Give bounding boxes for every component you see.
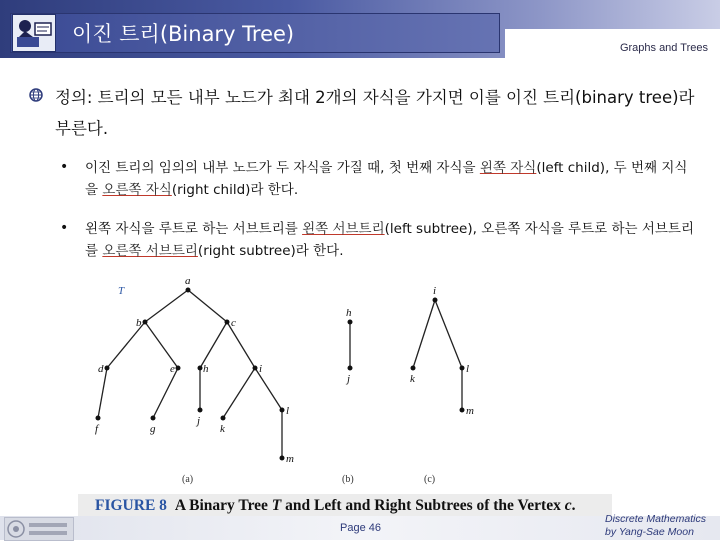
sub-point-2-pre: 왼쪽 자식을 루트로 하는 서브트리를 xyxy=(85,221,303,237)
panel-label-b: (b) xyxy=(342,474,354,485)
label-c: c xyxy=(231,317,236,329)
label-h: h xyxy=(203,363,209,375)
sub-point-1-mid: (left child), 두 번째 지식을 xyxy=(85,160,688,198)
sub-point-1-post: (right child)라 한다. xyxy=(171,182,299,198)
label-a: a xyxy=(185,275,191,287)
caption-figure-number: FIGURE 8 xyxy=(95,497,167,514)
label-i: i xyxy=(259,363,263,375)
vertex-f xyxy=(96,416,101,421)
vertex-g xyxy=(151,416,156,421)
left-subtree-term: 왼쪽 서브트리 xyxy=(302,221,385,237)
caption-vertex-symbol: c xyxy=(564,497,572,514)
subtree-b-label-h: h xyxy=(346,307,352,319)
credit-line-1: Discrete Mathematics xyxy=(605,513,706,525)
subtree-c-vertex-l xyxy=(460,366,465,371)
vertex-m xyxy=(280,456,285,461)
subtree-c-vertex-m xyxy=(460,408,465,413)
credit-line-2: by Yang-Sae Moon xyxy=(605,526,694,538)
caption-tree-symbol: T xyxy=(271,497,282,514)
tree-label-T: T xyxy=(118,285,125,297)
presenter-logo-icon xyxy=(12,14,56,52)
subtree-c-vertex-k xyxy=(411,366,416,371)
vertex-h xyxy=(198,366,203,371)
label-m: m xyxy=(286,453,294,465)
label-l: l xyxy=(286,405,290,417)
sub-bullet-dot-icon: • xyxy=(60,159,69,175)
slide-title: 이진 트리(Binary Tree) xyxy=(72,22,295,46)
sub-point-2-post: (right subtree)라 한다. xyxy=(197,243,344,259)
course-credit xyxy=(605,513,706,539)
vertex-e xyxy=(176,366,181,371)
vertex-j xyxy=(198,408,203,413)
binary-tree-figure xyxy=(90,270,490,490)
subtree-b-label-j: j xyxy=(347,373,351,385)
vertex-i xyxy=(253,366,258,371)
right-subtree-term: 오른쪽 서브트리 xyxy=(102,243,198,259)
sub-point-2 xyxy=(85,218,695,262)
subtree-b-vertex-j xyxy=(348,366,353,371)
sub-point-2-mid: (left subtree), 오른쪽 자식을 루트로 하는 서브트리를 xyxy=(85,221,694,259)
vertex-c xyxy=(225,320,230,325)
subtree-c-label-k: k xyxy=(410,373,415,385)
subtree-c-label-l: l xyxy=(466,363,470,375)
caption-end: . xyxy=(571,497,576,514)
definition-text: 정의: 트리의 모든 내부 노드가 최대 2개의 자식을 가지면 이를 이진 트리(binary tree)라 부른다. xyxy=(55,88,695,138)
page-number: Page 46 xyxy=(340,522,381,534)
sub-bullet-dot-icon: • xyxy=(60,220,69,236)
vertex-b xyxy=(143,320,148,325)
label-b: b xyxy=(136,317,142,329)
vertex-d xyxy=(105,366,110,371)
right-child-term: 오른쪽 자식 xyxy=(102,182,172,198)
panel-label-c: (c) xyxy=(424,474,436,485)
subtree-c-vertex-i xyxy=(433,298,438,303)
label-f: f xyxy=(95,423,99,435)
figure-caption xyxy=(95,497,576,515)
sub-point-1 xyxy=(85,157,695,201)
subtree-c-label-m: m xyxy=(466,405,474,417)
subtree-c-label-i: i xyxy=(433,285,437,297)
label-k: k xyxy=(220,423,225,435)
subtree-b-vertex-h xyxy=(348,320,353,325)
label-g: g xyxy=(150,423,156,435)
caption-text-1: A Binary Tree xyxy=(174,497,272,514)
globe-bullet-icon xyxy=(29,87,43,106)
panel-label-a: (a) xyxy=(182,474,194,485)
vertex-l xyxy=(280,408,285,413)
section-subtitle: Graphs and Trees xyxy=(619,42,708,54)
label-e: e xyxy=(170,363,175,375)
vertex-a xyxy=(186,288,191,293)
label-j: j xyxy=(197,415,201,427)
vertex-k xyxy=(221,416,226,421)
university-logo-icon xyxy=(4,517,74,541)
caption-text-2: and Left and Right Subtrees of the Vertex xyxy=(281,497,565,514)
label-d: d xyxy=(98,363,104,375)
sub-point-1-pre: 이진 트리의 임의의 내부 노드가 두 자식을 가질 때, 첫 번째 자식을 xyxy=(85,160,480,176)
left-child-term: 왼쪽 자식 xyxy=(479,160,537,176)
